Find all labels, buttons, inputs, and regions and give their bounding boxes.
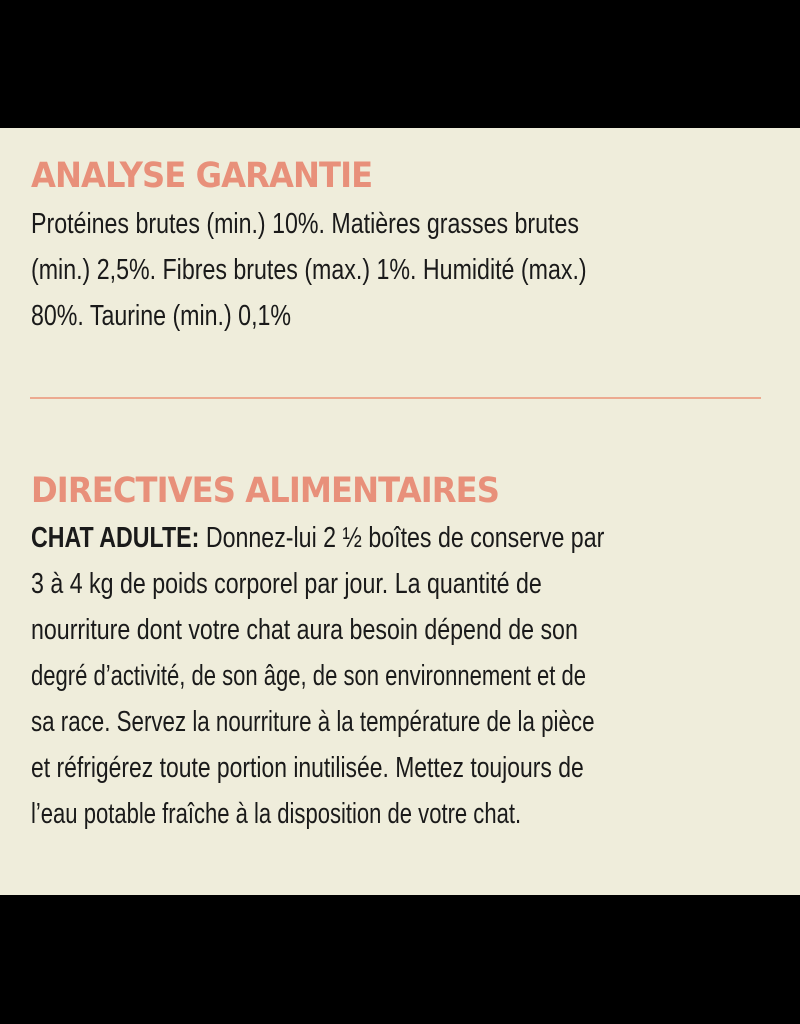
text-line: sa race. Servez la nourriture à la température de la pièce bbox=[31, 706, 595, 738]
text-fragment: Donnez-lui 2 ½ boîtes de conserve par bbox=[199, 522, 605, 554]
text-line: et réfrigérez toute portion inutilisée. Mettez toujours de bbox=[31, 752, 584, 784]
text-line: Protéines brutes (min.) 10%. Matières grasses brutes bbox=[31, 208, 579, 240]
section-divider bbox=[30, 397, 761, 399]
lead-label: CHAT ADULTE: bbox=[31, 522, 200, 554]
text-line: degré d’activité, de son âge, de son environnement et de bbox=[31, 660, 587, 692]
section-title-directives-alimentaires: DIRECTIVES ALIMENTAIRES bbox=[31, 471, 499, 511]
label-panel bbox=[0, 128, 800, 895]
text-line: (min.) 2,5%. Fibres brutes (max.) 1%. Humidité (max.) bbox=[31, 254, 587, 286]
section-title-analyse-garantie: ANALYSE GARANTIE bbox=[31, 156, 373, 196]
text-line bbox=[31, 515, 614, 561]
analyse-garantie-text bbox=[31, 201, 760, 339]
text-line: nourriture dont votre chat aura besoin dépend de son bbox=[31, 614, 578, 646]
text-line: 3 à 4 kg de poids corporel par jour. La quantité de bbox=[31, 568, 542, 600]
directives-alimentaires-text bbox=[31, 515, 760, 837]
text-line: 80%. Taurine (min.) 0,1% bbox=[31, 300, 292, 332]
text-line: l’eau potable fraîche à la disposition de votre chat. bbox=[31, 798, 522, 830]
